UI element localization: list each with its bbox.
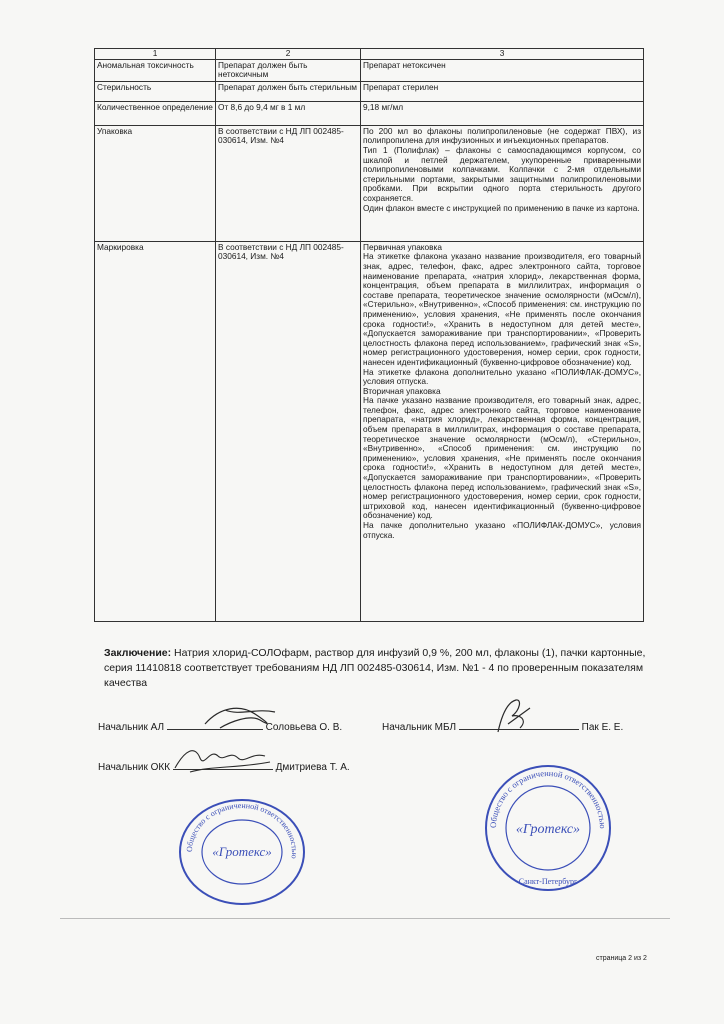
signature-name: Пак Е. Е. [581, 722, 624, 733]
stamp-center-text: «Гротекс» [212, 844, 272, 859]
footer-divider [60, 918, 670, 919]
result-paragraph: На этикетке флакона указано название производителя, его товарный знак, адрес, телефон, факс, адрес электронного сайта, торговое наименование препарата, «натрия хлорид», лекарственная форма, концентрация, объем препарата в миллилитрах, информация о составе препарата, теоретическое значение осмолярности (мОсм/л), «Стерильно», «Внутривенно», «Способ применения: см. инструкцию по применению», условия хранения, «Не применять после окончания срока годности!», «Хранить в недоступном для детей месте», «Допускается замораживание при транспортировании», «Проверить целостность флакона перед использованием», графический знак «S», номер регистрационного удостоверения, номер серии, срок годности, нанесен идентификационный (буквенно-цифровое обозначение) код. [363, 251, 641, 367]
result-cell: Препарат нетоксичен [361, 59, 644, 81]
signature-role: Начальник ОКК [98, 762, 171, 773]
svg-text:Общество с ограниченной ответс [488, 768, 608, 830]
column-header: 2 [216, 49, 361, 60]
result-paragraph: По 200 мл во флаконы полипропиленовые (не содержат ПВХ), из полипропилена для инфузионных и инъекционных препаратов. [363, 125, 641, 146]
stamp-city-text: Санкт-Петербург [518, 877, 578, 886]
table-row [95, 81, 644, 101]
conclusion-label: Заключение: [104, 647, 172, 659]
norm-cell: В соответствии с НД ЛП 002485-030614, Изм. №4 [216, 125, 361, 241]
column-header: 3 [361, 49, 644, 60]
table-row [95, 125, 644, 241]
result-cell: 9,18 мг/мл [361, 101, 644, 125]
signature-scribble-okk [170, 740, 280, 775]
column-header: 1 [95, 49, 216, 60]
param-cell: Аномальная токсичность [95, 59, 216, 81]
param-cell: Упаковка [95, 125, 216, 241]
table-row [95, 101, 644, 125]
signature-role: Начальник АЛ [98, 722, 165, 733]
norm-cell: В соответствии с НД ЛП 002485-030614, Изм. №4 [216, 241, 361, 621]
stamp-center-text: «Гротекс» [515, 822, 581, 837]
spec-table [94, 48, 644, 622]
signature-role: Начальник МБЛ [382, 722, 457, 733]
result-cell [361, 241, 644, 621]
signature-scribble-al [200, 702, 280, 732]
conclusion [104, 646, 664, 691]
stamp-ring-text: Общество с ограниченной ответственностью [487, 767, 609, 829]
result-paragraph: На пачке дополнительно указано «ПОЛИФЛАК-ДОМУС», условия отпуска. [363, 520, 641, 540]
stamp-company [482, 762, 614, 894]
signature-scribble-mbl [490, 694, 535, 739]
stamp-qc [176, 796, 308, 908]
result-cell: Препарат стерилен [361, 81, 644, 101]
signature-name: Соловьева О. В. [265, 722, 343, 733]
signature-name: Дмитриева Т. А. [275, 762, 350, 773]
conclusion-text: Натрия хлорид-СОЛОфарм, раствор для инфузий 0,9 %, 200 мл, флаконы (1), пачки картонные, серия 11410818 соответствует требованиям НД ЛП 002485-030614, Изм. №1 - 4 по проверенным показателям качества [104, 647, 646, 689]
result-paragraph: Вторичная упаковка [363, 385, 441, 396]
param-cell: Стерильность [95, 81, 216, 101]
table-row [95, 241, 644, 621]
page-number: страница 2 из 2 [596, 955, 647, 962]
param-cell: Маркировка [95, 241, 216, 621]
norm-cell: Препарат должен быть нетоксичным [216, 59, 361, 81]
table-row [95, 59, 644, 81]
table-header-row [95, 49, 644, 60]
param-cell: Количественное определение [95, 101, 216, 125]
result-cell [361, 125, 644, 241]
result-paragraph: Один флакон вместе с инструкцией по применению в пачке из картона. [363, 202, 640, 213]
result-paragraph: На этикетке флакона дополнительно указано «ПОЛИФЛАК-ДОМУС», условия отпуска. [363, 366, 641, 387]
norm-cell: Препарат должен быть стерильным [216, 81, 361, 101]
stamp-ring-text: Общество с ограниченной ответственностью [184, 800, 300, 860]
result-paragraph: Тип 1 (Полифлак) – флаконы с самоспадающимся корпусом, со шкалой и петлей держателем, укупоренные приваренными полипропиленовыми колпачками. Колпачки с 2-мя отдельными стерильными портами, закрытыми защитными полипропиленовыми пробками. При вскрытии одного порта стерильность другого сохраняется. [363, 144, 641, 203]
result-paragraph: Первичная упаковка [363, 241, 442, 252]
norm-cell: От 8,6 до 9,4 мг в 1 мл [216, 101, 361, 125]
result-paragraph: На пачке указано название производителя, его товарный знак, адрес, телефон, факс, адрес электронного сайта, торговое наименование препарата, «натрия хлорид», лекарственная форма, концентрация, объем препарата в миллилитрах, информация о составе препарата, теоретическое значение осмолярности (мОсм/л), «Стерильно», «Внутривенно», «Способ применения: см. инструкцию по применению», условия хранения, «Не применять после окончания срока годности!», «Хранить в недоступном для детей месте», «Допускается замораживание при транспортировании», «Проверить целостность флакона перед использованием», графический знак «S», номер регистрационного удостоверения, номер серии, срок годности, штриховой код, нанесен идентификационный (буквенно-цифровое обозначение) код. [363, 395, 641, 521]
